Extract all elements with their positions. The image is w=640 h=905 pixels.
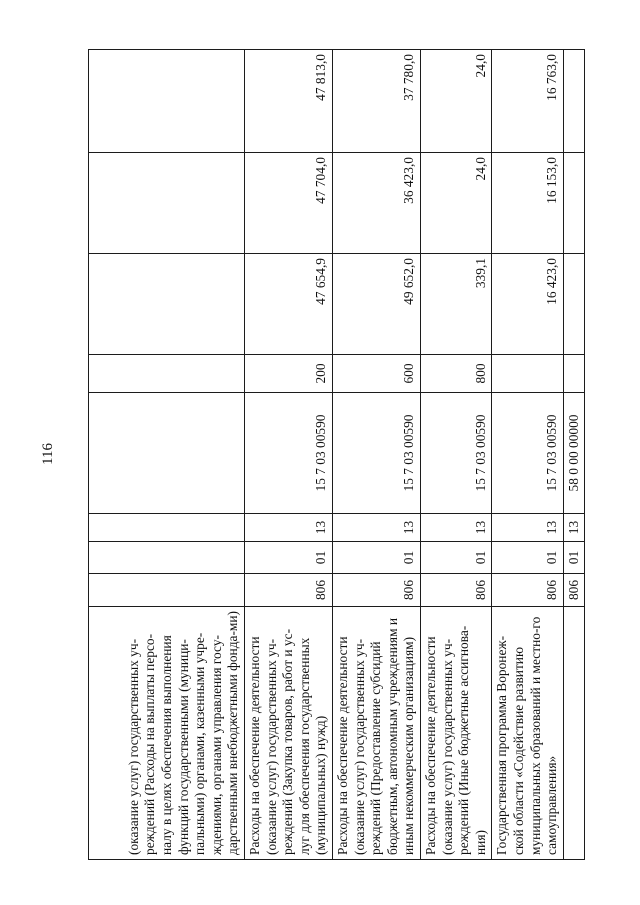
table-row	[420, 50, 491, 860]
table-row	[492, 50, 563, 860]
budget-table-page	[88, 50, 581, 860]
expense-type	[492, 355, 563, 393]
amount-year-2: 24,0	[420, 153, 491, 254]
expense-type: 200	[245, 355, 333, 393]
amount-year-1: 339,1	[420, 254, 491, 355]
amount-year-2	[89, 153, 245, 254]
section-code: 01	[492, 542, 563, 574]
budget-table	[88, 49, 585, 860]
ministry-code: 806	[332, 574, 420, 607]
amount-year-1: 49 652,0	[332, 254, 420, 355]
amount-year-2: 47 704,0	[245, 153, 333, 254]
amount-year-2: 36 423,0	[332, 153, 420, 254]
table-row	[89, 50, 245, 860]
section-code: 01	[420, 542, 491, 574]
expense-type	[89, 355, 245, 393]
amount-year-3: 16 763,0	[492, 50, 563, 153]
target-article: 15 7 03 00590	[420, 393, 491, 514]
table-row	[332, 50, 420, 860]
amount-year-3	[89, 50, 245, 153]
amount-year-3: 24,0	[420, 50, 491, 153]
ministry-code: 806	[420, 574, 491, 607]
amount-year-1: 16 423,0	[492, 254, 563, 355]
section-code: 01	[245, 542, 333, 574]
expense-type: 600	[332, 355, 420, 393]
amount-year-1: 47 654,9	[245, 254, 333, 355]
ministry-code	[89, 574, 245, 607]
amount-year-3: 47 813,0	[245, 50, 333, 153]
section-code	[89, 542, 245, 574]
subsection-code	[89, 514, 245, 542]
row-name-continued	[563, 607, 585, 860]
section-code: 01	[332, 542, 420, 574]
table-row-continued	[563, 50, 585, 860]
amount-year-2	[563, 153, 585, 254]
row-name: Расходы на обеспечение деятельности (оказание услуг) государственных уч-реждений (Иные бюджетные ассигнова-ния)	[420, 607, 491, 860]
target-article: 15 7 03 00590	[332, 393, 420, 514]
target-article	[89, 393, 245, 514]
target-article: 58 0 00 00000	[563, 393, 585, 514]
amount-year-2: 16 153,0	[492, 153, 563, 254]
ministry-code: 806	[563, 574, 585, 607]
amount-year-1	[89, 254, 245, 355]
ministry-code: 806	[245, 574, 333, 607]
amount-year-1	[563, 254, 585, 355]
amount-year-3: 37 780,0	[332, 50, 420, 153]
row-name: Государственная программа Воронеж-ской области «Содействие развитию муниципальных образований и местно-го самоуправления»	[492, 607, 563, 860]
subsection-code: 13	[492, 514, 563, 542]
target-article: 15 7 03 00590	[492, 393, 563, 514]
subsection-code: 13	[420, 514, 491, 542]
expense-type: 800	[420, 355, 491, 393]
ministry-code: 806	[492, 574, 563, 607]
row-name: Расходы на обеспечение деятельности (оказание услуг) государственных уч-реждений (Закупка товаров, работ и ус-луг для обеспечения государственных (муниципальных) нужд)	[245, 607, 333, 860]
target-article: 15 7 03 00590	[245, 393, 333, 514]
table-row	[245, 50, 333, 860]
row-name: Расходы на обеспечение деятельности (оказание услуг) государственных уч-реждений (Предоставление субсидий бюджетным, автономным учреждениям и иным некоммерческим организациям)	[332, 607, 420, 860]
subsection-code: 13	[563, 514, 585, 542]
page-number: 116	[40, 443, 56, 465]
subsection-code: 13	[245, 514, 333, 542]
expense-type	[563, 355, 585, 393]
amount-year-3	[563, 50, 585, 153]
subsection-code: 13	[332, 514, 420, 542]
section-code: 01	[563, 542, 585, 574]
row-name: (оказание услуг) государственных уч-реждений (Расходы на выплаты персо-налу в целях обеспечения выполнения функций государственными (муници-пальными) органами, казенными учре-ждениями, органами управления госу-дарственными внебюджетными фонда-ми)	[89, 607, 245, 860]
